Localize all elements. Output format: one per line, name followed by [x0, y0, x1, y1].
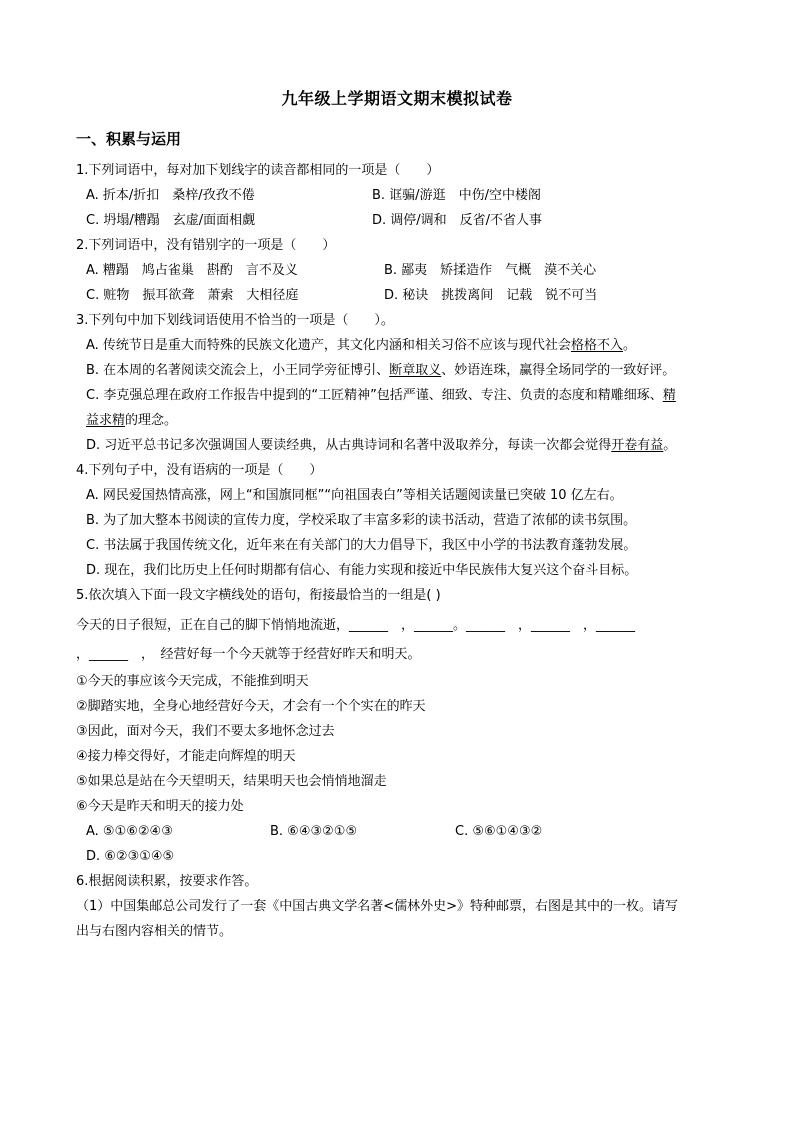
question-5-option-b: B. ⑥④③②①⑤ [270, 824, 358, 839]
question-5-option-d: D. ⑥②③①④⑤ [86, 849, 175, 864]
question-5-option-a: A. ⑤①⑥②④③ [86, 824, 173, 839]
question-5-option-c: C. ⑤⑥①④③② [455, 824, 543, 839]
question-2-stem: 2.下列词语中，没有错别字的一项是（ ） [76, 238, 336, 253]
question-2-option-d: D. 秘诀 挑拨离间 记载 锐不可当 [384, 288, 598, 303]
question-1-option-a: A. 折本/折扣 桑梓/孜孜不倦 [86, 188, 255, 203]
question-4-option-c: C. 书法属于我国传统文化，近年来在有关部门的大力倡导下，我区中小学的书法教育蓬勃发展。 [86, 538, 637, 553]
option-text: D. 习近平总书记多次强调国人要读经典，从古典诗词和名著中汲取养分，每读一次都会觉得 [86, 438, 612, 453]
underlined-phrase: 益求精 [86, 413, 126, 428]
option-text: A. 传统节日是重大而特殊的民族文化遗产，其文化内涵和相关习俗不应该与现代社会 [86, 338, 571, 353]
question-5-sentence-6: ⑥今天是昨天和明天的接力处 [76, 799, 244, 814]
underlined-phrase: 精 [662, 388, 676, 403]
question-2-option-b: B. 鄙夷 矫揉造作 气概 漠不关心 [384, 263, 597, 278]
question-5-sentence-3: ③因此，面对今天，我们不要太多地怀念过去 [76, 724, 335, 739]
question-3-option-c-line1 [86, 387, 676, 405]
question-5-passage-line1: 今天的日子很短，正在自己的脚下悄悄地流逝，______ ，______。______ ，______ ，______ [76, 618, 636, 633]
question-5-stem: 5.依次填入下面一段文字横线处的语句，衔接最恰当的一组是( ) [76, 588, 441, 603]
option-text: 。 [622, 338, 636, 353]
question-3-option-a [86, 337, 636, 355]
question-3-stem: 3.下列句中加下划线词语使用不恰当的一项是（ ）。 [76, 313, 394, 328]
option-text: 。 [663, 438, 677, 453]
question-1-option-b: B. 诓骗/游逛 中伤/空中楼阁 [372, 188, 541, 203]
underlined-phrase: 格格不入 [570, 338, 623, 353]
question-1-stem: 1.下列词语中，每对加下划线字的读音都相同的一项是（ ） [76, 163, 440, 178]
question-5-sentence-5: ⑤如果总是站在今天望明天，结果明天也会悄悄地溜走 [76, 774, 387, 789]
question-2-option-c: C. 赃物 振耳欲聋 萧索 大相径庭 [86, 288, 299, 303]
question-1-option-d: D. 调停/调和 反省/不省人事 [372, 213, 543, 228]
question-4-stem: 4.下列句子中，没有语病的一项是（ ） [76, 463, 323, 478]
question-2-option-a: A. 糟蹋 鸠占雀巢 斟酌 言不及义 [86, 263, 298, 278]
section-heading: 一、积累与运用 [76, 130, 182, 148]
question-6-sub1-line2: 出与右图内容相关的情节。 [76, 924, 233, 939]
question-4-option-b: B. 为了加大整本书阅读的宣传力度，学校采取了丰富多彩的读书活动，营造了浓郁的读书氛围。 [86, 513, 637, 528]
question-6-sub1-line1: （1）中国集邮总公司发行了一套《中国古典文学名著<儒林外史>》特种邮票，右图是其中的一枚。请写 [76, 899, 679, 914]
question-3-option-c-line2 [86, 412, 177, 430]
underlined-phrase: 断章取义 [389, 363, 442, 378]
question-3-option-b [86, 362, 675, 380]
question-5-passage-line2: ，______ ， 经营好每一个今天就等于经营好昨天和明天。 [76, 647, 421, 662]
question-5-sentence-2: ②脚踏实地，全身心地经营好今天，才会有一个个实在的昨天 [76, 699, 426, 714]
question-4-option-a: A. 网民爱国热情高涨，网上“和国旗同框”“向祖国表白”等相关话题阅读量已突破 10 亿左右。 [86, 488, 623, 503]
option-text: 、妙语连珠，赢得全场同学的一致好评。 [441, 363, 676, 378]
question-4-option-d: D. 现在，我们比历史上任何时期都有信心、有能力实现和接近中华民族伟大复兴这个奋斗目标。 [86, 563, 638, 578]
underlined-phrase: 开卷有益 [611, 438, 664, 453]
page-title: 九年级上学期语文期末模拟试卷 [281, 89, 513, 108]
question-1-option-c: C. 坍塌/糟蹋 玄虚/面面相觑 [86, 213, 256, 228]
option-text: 的理念。 [125, 413, 178, 428]
question-5-sentence-4: ④接力棒交得好，才能走向辉煌的明天 [76, 749, 296, 764]
question-3-option-d [86, 437, 676, 455]
option-text: C. 李克强总理在政府工作报告中提到的“工匠精神”包括严谨、细致、专注、负责的态度和精雕细琢、 [86, 388, 663, 403]
question-5-sentence-1: ①今天的事应该今天完成，不能推到明天 [76, 674, 309, 689]
question-6-stem: 6.根据阅读积累，按要求作答。 [76, 874, 258, 889]
option-text: B. 在本周的名著阅读交流会上，小王同学旁征博引、 [86, 363, 390, 378]
